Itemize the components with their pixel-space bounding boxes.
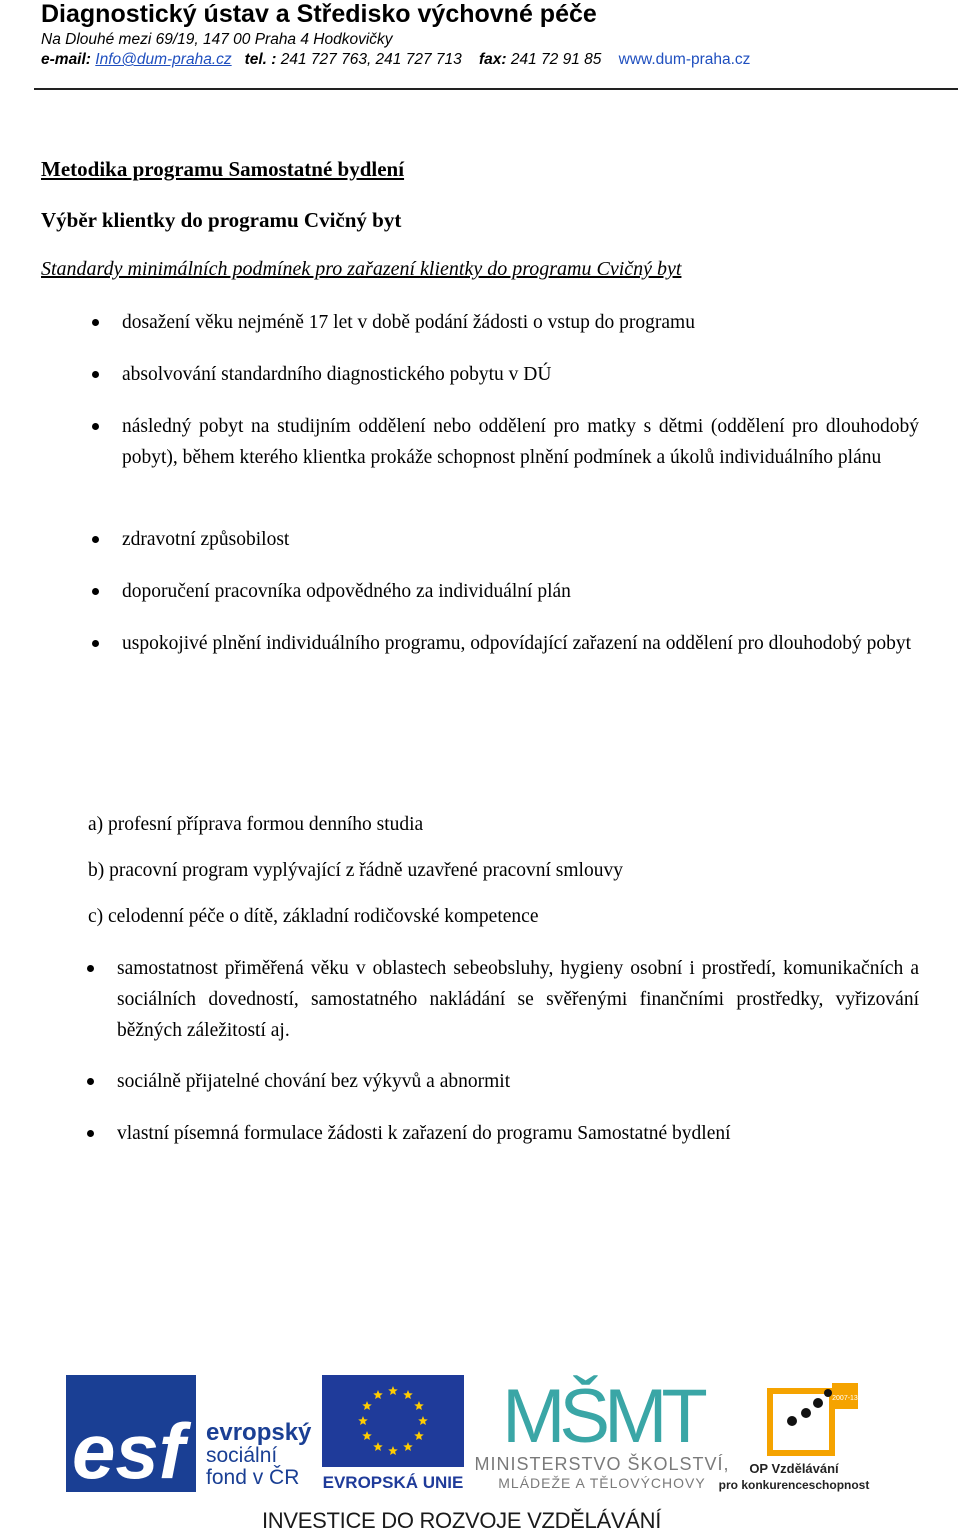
option-a: a) profesní příprava formou denního studia (88, 814, 424, 835)
bullet-icon (92, 588, 99, 595)
eu-flag-logo (322, 1375, 464, 1492)
list-item-text: zdravotní způsobilost (122, 529, 290, 550)
list-item-text: samostatnost přiměřená věku v oblastech sebeobsluhy, hygieny osobní i prostředí, komunikačních a sociálních dovedností, samostatného nakládání se svěřenými finančními prostředky, vyřizování běžných záležitostí aj. (117, 958, 919, 1041)
letterhead (41, 0, 956, 70)
list-item (122, 307, 922, 338)
op-vzdelavani-logo (718, 1375, 904, 1492)
list-item (122, 359, 922, 390)
list-item-text: následný pobyt na studijním oddělení nebo oddělení pro matky s dětmi (oddělení pro dlouhodobý pobyt), během kterého klientka prokáže schopnost plnění podmínek a úkolů individuálního plánu (122, 416, 919, 468)
bullet-icon (87, 1078, 94, 1085)
list-item-text: uspokojivé plnění individuálního programu, odpovídající zařazení na oddělení pro dlouhodobý pobyt (122, 633, 912, 654)
fax-label: fax: (479, 51, 507, 68)
bullet-icon (92, 640, 99, 647)
website-link[interactable]: www.dum-praha.cz (618, 51, 751, 68)
option-b: b) pracovní program vyplývající z řádně uzavřené pracovní smlouvy (88, 860, 623, 881)
esf-mark: esf (72, 1407, 185, 1495)
tel-label: tel. : (244, 51, 277, 68)
list-item-text: sociálně přijatelné chování bez výkyvů a abnormit (117, 1071, 511, 1092)
bullet-icon (92, 371, 99, 378)
list-item (122, 628, 919, 659)
email-label: e-mail: (41, 51, 91, 68)
header-divider (34, 88, 958, 90)
list-item-text: dosažení věku nejméně 17 let v době podání žádosti o vstup do programu (122, 312, 695, 333)
bullet-icon (92, 536, 99, 543)
op-line1: OP Vzdělávání (749, 1461, 839, 1476)
investment-slogan: INVESTICE DO ROZVOJE VZDĚLÁVÁNÍ (262, 1508, 662, 1533)
msmt-line1: MINISTERSTVO ŠKOLSTVÍ, (474, 1454, 730, 1474)
op-line2: pro konkurenceschopnost (718, 1478, 870, 1492)
bullet-icon (92, 319, 99, 326)
organization-address: Na Dlouhé mezi 69/19, 147 00 Praha 4 Hodkovičky (41, 31, 393, 48)
option-c: c) celodenní péče o dítě, základní rodičovské kompetence (88, 906, 539, 927)
document-title: Metodika programu Samostatné bydlení (41, 157, 405, 181)
bullet-icon (87, 965, 94, 972)
msmt-logo (474, 1370, 730, 1492)
document-subtitle: Výběr klientky do programu Cvičný byt (41, 208, 402, 232)
list-item-text: absolvování standardního diagnostického pobytu v DÚ (122, 364, 552, 385)
esf-line2: sociální (206, 1444, 278, 1467)
esf-line3: fond v ČR (206, 1466, 300, 1489)
eu-label: EVROPSKÁ UNIE (322, 1473, 464, 1492)
fax-value: 241 72 91 85 (510, 51, 602, 68)
bullet-icon (87, 1130, 94, 1137)
bullet-icon (92, 423, 99, 430)
msmt-mark: MŠMT (502, 1374, 702, 1459)
list-item (117, 1118, 919, 1149)
list-item (117, 953, 919, 1046)
list-item-text: doporučení pracovníka odpovědného za individuální plán (122, 581, 571, 602)
funding-logos (0, 1370, 960, 1540)
list-item (122, 576, 922, 607)
contact-line (41, 50, 956, 70)
op-badge: 2007-13 (832, 1395, 858, 1402)
standards-heading: Standardy minimálních podmínek pro zařazení klientky do programu Cvičný byt (41, 258, 682, 280)
esf-line1: evropský (206, 1419, 312, 1446)
email-link[interactable]: Info@dum-praha.cz (95, 51, 232, 68)
list-item-text: vlastní písemná formulace žádosti k zařazení do programu Samostatné bydlení (117, 1123, 731, 1144)
list-item (122, 411, 919, 473)
list-item (117, 1066, 919, 1097)
esf-logo (66, 1370, 312, 1495)
list-item (122, 524, 922, 555)
msmt-line2: MLÁDEŽE A TĚLOVÝCHOVY (498, 1475, 706, 1491)
tel-value: 241 727 763, 241 727 713 (280, 51, 462, 68)
organization-name: Diagnostický ústav a Středisko výchovné péče (41, 0, 597, 28)
